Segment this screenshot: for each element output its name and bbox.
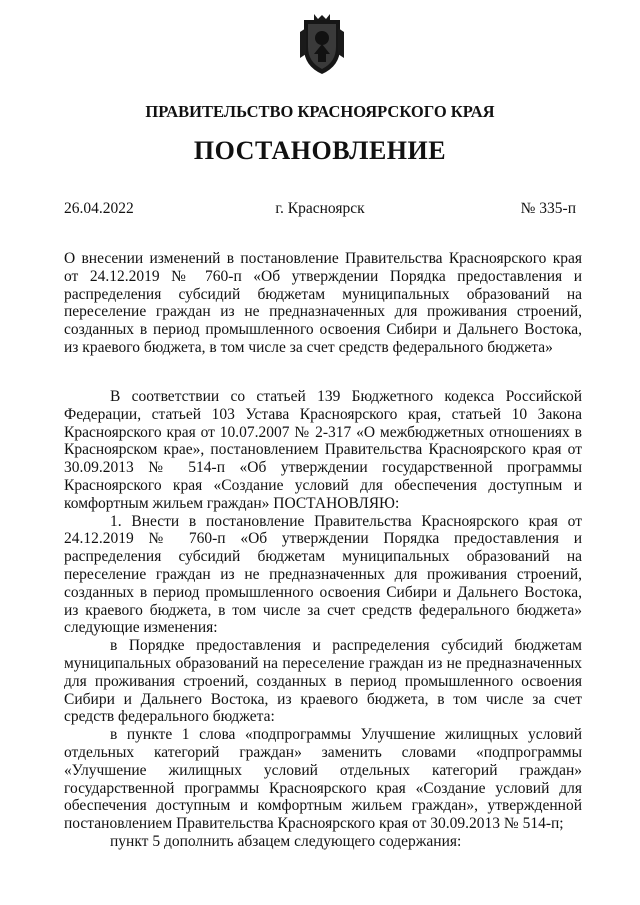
document-subject [64,250,582,357]
coat-of-arms-icon [300,14,344,76]
point-1-change-paragraph: в пункте 1 слова «подпрограммы Улучшение жилищных условий отдельных категорий граждан» заменить словами «подпрограммы «Улучшение жилищных условий отдельных категорий граждан» государственной программы Красноярского края «Создание условий для обеспечения доступным и комфортным жильем граждан», утвержденной постановлением Правительства Красноярского края от 30.09.2013 № 514-п; [64,726,582,833]
document-type-title: ПОСТАНОВЛЕНИЕ [193,136,447,165]
document-city: г. Красноярск [275,200,365,217]
preamble-paragraph: В соответствии со статьей 139 Бюджетного кодекса Российской Федерации, статьей 103 Устава Красноярского края, статьей 10 Закона Красноярского края от 10.07.2007 № 2-317 «О межбюджетных отношениях в Красноярском крае», постановлением Правительства Красноярского края от 30.09.2013 № 514-п «Об утверждении государственной программы Красноярского края «Создание условий для обеспечения доступным и комфортным жильем граждан» ПОСТАНОВЛЯЮ: [64,388,582,512]
item-1-paragraph: 1. Внести в постановление Правительства Красноярского края от 24.12.2019 № 760-п «Об утверждении Порядка предоставления и распределения субсидий бюджетам муниципальных образований на переселение граждан из не предназначенных для проживания строений, созданных в период промышленного освоения Сибири и Дальнего Востока, из краевого бюджета, в том числе за счет средств федерального бюджета» следующие изменения: [64,512,582,637]
document-body [64,388,582,851]
subject-text: О внесении изменений в постановление Правительства Красноярского края от 24.12.2019 № 760-п «Об утверждении Порядка предоставления и распределения субсидий бюджетам муниципальных образований на переселение граждан из не предназначенных для проживания строений, созданных в период промышленного освоения Сибири и Дальнего Востока, из краевого бюджета, в том числе за счет средств федерального бюджета» [64,250,582,356]
procedure-paragraph: в Порядке предоставления и распределения субсидий бюджетам муниципальных образований на переселение граждан из не предназначенных для проживания строений, созданных в период промышленного освоения Сибири и Дальнего Востока, из краевого бюджета, в том числе за счет средств федерального бюджета: [64,637,582,726]
government-title: ПРАВИТЕЛЬСТВО КРАСНОЯРСКОГО КРАЯ [145,102,495,121]
document-number: № 335-п [520,200,576,217]
document-date: 26.04.2022 [64,200,134,217]
point-5-change-paragraph: пункт 5 дополнить абзацем следующего содержания: [110,832,462,850]
